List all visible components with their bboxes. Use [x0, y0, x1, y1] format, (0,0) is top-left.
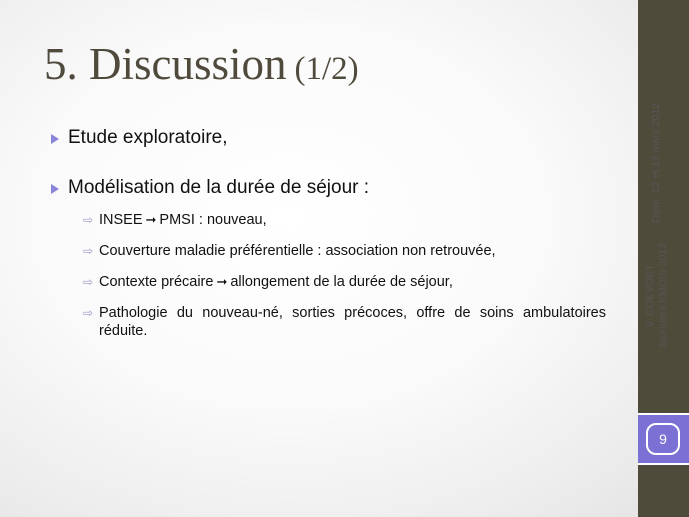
bullet-length-of-stay-model: [50, 176, 606, 340]
sub-bullet-insee-pmsi: [68, 211, 606, 229]
bullet-text: Modélisation de la durée de séjour :: [68, 177, 370, 198]
page-number: 9: [646, 423, 680, 455]
sub-bullet-text: Couverture maladie préférentielle : association non retrouvée,: [99, 243, 496, 259]
sub-bullet-health-coverage: [68, 242, 606, 260]
slide-title-sub: (1/2): [294, 51, 359, 87]
footer-event: Journées EMOIS 2012: [657, 242, 669, 350]
triangle-bullet-icon: [51, 134, 59, 144]
right-arrow-icon: ➞: [216, 274, 228, 289]
hollow-arrow-bullet-icon: ⇨: [83, 275, 94, 289]
right-arrow-icon: ➞: [145, 212, 157, 227]
slide-title-main: 5. Discussion: [44, 39, 287, 89]
sub-bullet-text-after: allongement de la durée de séjour,: [230, 274, 453, 290]
sub-bullet-text-before: INSEE: [99, 212, 143, 228]
footer-author: [644, 211, 670, 381]
bullet-exploratory-study: [50, 126, 606, 150]
sub-bullet-text: Pathologie du nouveau-né, sorties précoces, offre de soins ambulatoires réduite.: [99, 305, 606, 339]
sub-bullet-newborn-pathology: [68, 304, 606, 340]
sub-bullet-text-after: PMSI : nouveau,: [159, 212, 267, 228]
slide-content: [50, 126, 606, 353]
hollow-arrow-bullet-icon: ⇨: [83, 213, 94, 227]
sub-bullet-list: [68, 211, 606, 340]
sub-bullet-precarious-context: [68, 273, 606, 291]
sub-bullet-text-before: Contexte précaire: [99, 274, 214, 290]
footer-author-name: V. COEVOET: [644, 264, 656, 328]
bullet-text: Etude exploratoire,: [68, 127, 228, 148]
hollow-arrow-bullet-icon: ⇨: [83, 306, 94, 320]
slide-title: [44, 38, 359, 90]
triangle-bullet-icon: [51, 184, 59, 194]
hollow-arrow-bullet-icon: ⇨: [83, 244, 94, 258]
footer-date: Dijon, 12 et 13 mars 2012: [650, 102, 662, 224]
page-number-band: [638, 415, 689, 463]
